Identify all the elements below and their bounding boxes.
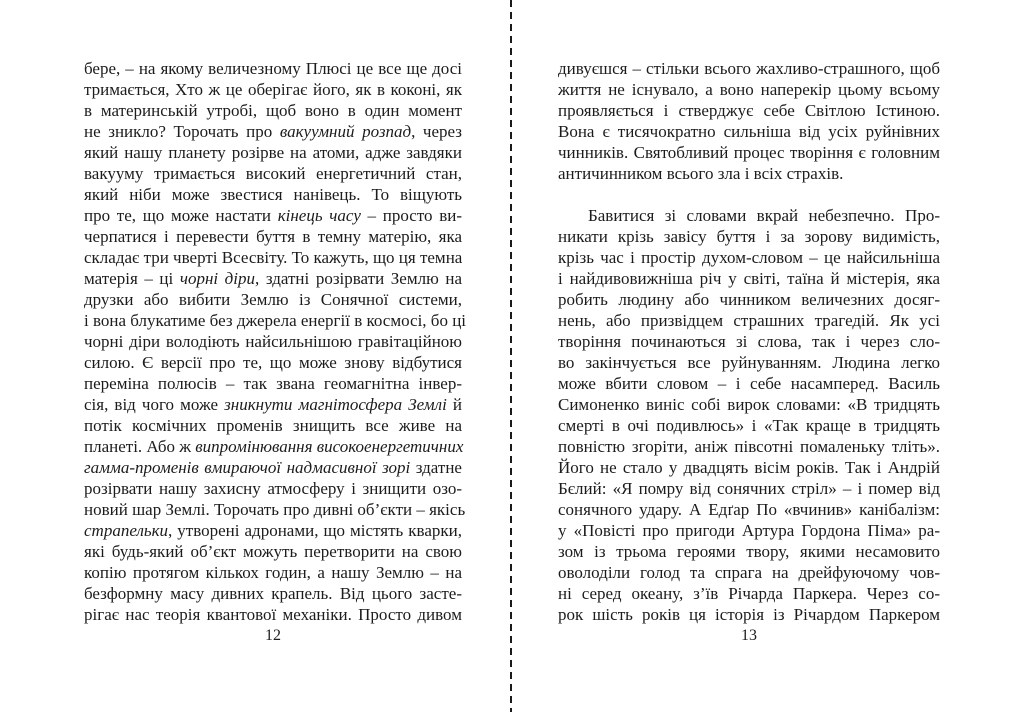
text-line (558, 163, 940, 184)
page-number-left: 12 (265, 627, 281, 644)
text-line (84, 247, 462, 268)
text-run: друзки або вибити Землю із Сонячної системи, (84, 290, 462, 309)
text-line (558, 226, 940, 247)
text-run: крізь час і простір духом-словом – це найсильніша (558, 248, 940, 267)
text-run: може вбити словом – і себе насамперед. Василь (558, 374, 940, 393)
text-run: копію протягом кількох годин, а нашу Землю – на (84, 563, 462, 582)
text-line (558, 541, 940, 562)
text-line (84, 415, 462, 436)
text-run: рігає нас теорія квантової механіки. Просто дивом (84, 605, 462, 624)
text-line (84, 289, 462, 310)
text-run: чорні діри володіють найсильнішою гравітаційною (84, 332, 462, 351)
text-run-italic: вакуумний розпад (279, 122, 412, 141)
text-run: планеті. Або ж (84, 437, 196, 456)
text-run: чинників. Святобливий процес творіння є головним (558, 143, 940, 162)
text-run: Симоненко виніс собі вирок словами: «В тридцять (558, 395, 940, 414)
text-line (84, 373, 462, 394)
text-run: не зникло? Торочать про (84, 122, 280, 141)
text-line (558, 394, 940, 415)
text-run: сія, від чого може (84, 395, 225, 414)
text-run: новий шар Землі. Торочать про дивні об’єкти – якісь (84, 500, 466, 519)
text-line (558, 58, 940, 79)
text-line (558, 520, 940, 541)
text-run: про те, що може настати (84, 206, 278, 225)
paragraph (84, 58, 467, 625)
text-line (84, 457, 462, 478)
text-line (558, 142, 940, 163)
text-run: який нашу планету розірве на атоми, адже завдяки (84, 143, 462, 162)
text-run: робить людину або чинником величезних досяг- (558, 290, 940, 309)
page-left-text (84, 58, 467, 625)
text-line (84, 604, 462, 625)
text-line (84, 499, 466, 520)
text-run: тримається, Хто ж це оберігає його, як в коконі, як (84, 80, 462, 99)
text-run: Бавитися зі словами вкрай небезпечно. Про- (588, 206, 940, 225)
text-line (558, 121, 940, 142)
text-run: життя не існувало, а воно наперекір цьому всьому (558, 80, 940, 99)
text-run: , через (411, 122, 462, 141)
text-line (84, 100, 462, 121)
text-run: во закінчується все руйнуванням. Людина легко (558, 353, 940, 372)
text-run: – просто ви- (360, 206, 462, 225)
text-run: розірвати нашу захисну атмосферу і знищити озо- (84, 479, 462, 498)
text-run: переміна полюсів – так звана геомагнітна інвер- (84, 374, 462, 393)
paragraph (558, 205, 940, 625)
text-run: черпатися і перевести буття в темну матерію, яка (84, 227, 462, 246)
text-run-italic: випромінювання високоенергетичних (195, 437, 464, 456)
paragraph (558, 58, 940, 184)
text-line (558, 100, 940, 121)
text-run: й (446, 395, 462, 414)
text-run: оволоділи голод та спрага на дрейфуючому чов- (558, 563, 940, 582)
text-run-italic: кінець часу (277, 206, 361, 225)
text-line (84, 205, 462, 226)
page-divider-dashed-line (510, 0, 512, 712)
text-run: у «Повісті про пригоди Артура Гордона Піма» ра- (558, 521, 940, 540)
text-line (84, 352, 462, 373)
text-line (84, 436, 462, 457)
text-run-italic: страпельки (84, 521, 169, 540)
text-line (558, 562, 940, 583)
text-line (84, 541, 462, 562)
text-run-italic: гамма-променів вмираючої надмасивної зорі (84, 458, 411, 477)
text-run: нень, або призвідцем страшних трагедій. Як усі (558, 311, 940, 330)
text-run: проявляється і стверджує себе Світлою Істиною. (558, 101, 940, 120)
text-line (558, 478, 940, 499)
text-line (558, 352, 940, 373)
text-run: повністю згоріти, аніж півсотні помаленьку тліть». (558, 437, 940, 456)
text-line (558, 583, 940, 604)
text-run: в материнській утробі, щоб воно в один момент (84, 101, 462, 120)
text-run: вакууму тримається високий енергетичний стан, (84, 164, 462, 183)
text-line (558, 436, 940, 457)
text-line (558, 289, 940, 310)
page-number-right: 13 (741, 627, 757, 644)
text-line (558, 247, 940, 268)
text-run: який ніби може звестися нанівець. То віщують (84, 185, 462, 204)
text-run: і вона блукатиме без джерела енергії в космосі, бо ці (84, 311, 467, 330)
text-line (558, 205, 940, 226)
text-run-italic: зникнути магнітосфера Землі (224, 395, 447, 414)
text-line (558, 373, 940, 394)
text-line (84, 142, 462, 163)
text-line (558, 331, 940, 352)
text-line (84, 394, 462, 415)
text-line (84, 583, 462, 604)
text-run: никати крізь завісу буття і за зорову видимість, (558, 227, 940, 246)
text-line (84, 163, 462, 184)
text-line (84, 331, 462, 352)
text-run: дивуєшся – стільки всього жахливо-страшного, щоб (558, 59, 940, 78)
text-line (84, 478, 462, 499)
text-run: Його не стало у двадцять вісім років. Так і Андрій (558, 458, 940, 477)
text-line (558, 457, 940, 478)
text-line (558, 499, 940, 520)
text-line (84, 268, 462, 289)
text-run: античинником всього зла і всіх страхів. (558, 164, 844, 183)
text-run: бере, – на якому величезному Плюсі це все ще досі (84, 59, 462, 78)
text-run: і найдивовижніша річ у світі, таїна й містерія, яка (558, 269, 940, 288)
text-run: творіння починаються зі слова, так і через сло- (558, 332, 940, 351)
text-run: потік космічних променів знищить все живе на (84, 416, 462, 435)
text-line (84, 79, 462, 100)
text-run-italic: чорні діри (179, 269, 255, 288)
text-line (84, 310, 467, 331)
text-run: сонячного удару. А Едґар По «вчинив» канібалізм: (558, 500, 940, 519)
text-run: , здатні розірвати Землю на (255, 269, 462, 288)
text-run: матерія – ці (84, 269, 180, 288)
text-line (84, 520, 462, 541)
text-line (84, 184, 462, 205)
page-right-text (558, 58, 940, 625)
text-run: які будь-який об’єкт можуть перетворити на свою (84, 542, 462, 561)
text-run: смерті в очі подивлюсь» і «Так краще в тридцять (558, 416, 940, 435)
text-run: , утворені адронами, що містять кварки, (168, 521, 462, 540)
text-run: зом із трьома героями твору, якими несамовито (558, 542, 940, 561)
text-line (558, 415, 940, 436)
text-run: силою. Є версії про те, що може знову відбутися (84, 353, 462, 372)
text-line (84, 121, 462, 142)
text-run: здатне (410, 458, 462, 477)
text-line (84, 226, 462, 247)
text-run: ні серед океану, з’їв Річарда Паркера. Через со- (558, 584, 940, 603)
text-line (558, 310, 940, 331)
text-run: безформну масу дивних крапель. Від цього засте- (84, 584, 462, 603)
text-line (558, 604, 940, 625)
text-line (558, 268, 940, 289)
text-run: рок шість років ця історія із Річардом Паркером (558, 605, 940, 624)
text-line (558, 79, 940, 100)
text-run: складає три чверті Всесвіту. То кажуть, що ця темна (84, 248, 463, 267)
text-line (84, 562, 462, 583)
text-run: Бєлий: «Я помру від сонячних стріл» – і помер від (558, 479, 940, 498)
text-run: Вона є тисячократно сильніша від усіх руйнівних (558, 122, 940, 141)
text-line (84, 58, 462, 79)
